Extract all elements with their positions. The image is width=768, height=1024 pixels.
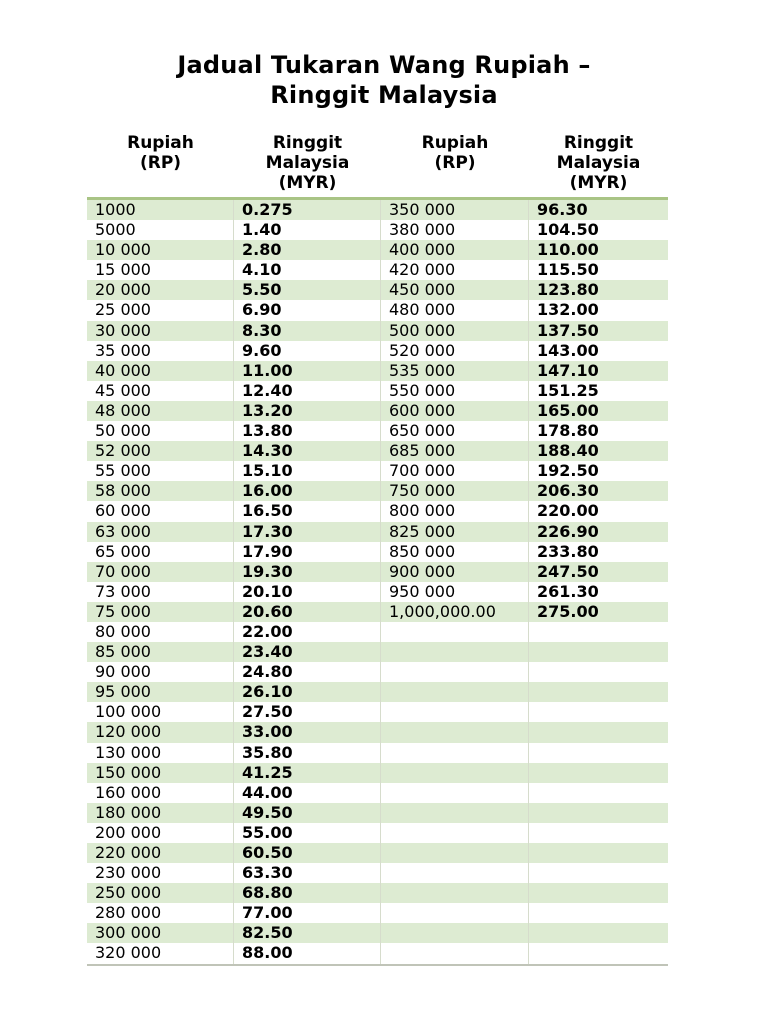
rupiah-cell: 100 000 — [87, 702, 234, 722]
myr-cell — [529, 903, 668, 923]
rupiah-cell: 48 000 — [87, 401, 234, 421]
rupiah-cell: 55 000 — [87, 461, 234, 481]
myr-cell: 60.50 — [234, 843, 381, 863]
myr-cell: 16.50 — [234, 501, 381, 521]
myr-cell: 22.00 — [234, 622, 381, 642]
myr-cell: 192.50 — [537, 461, 599, 481]
myr-cell: 188.40 — [537, 441, 599, 461]
myr-cell: 17.90 — [234, 542, 381, 562]
table-row — [87, 461, 668, 481]
myr-cell: 24.80 — [234, 662, 381, 682]
myr-cell: 6.90 — [234, 300, 381, 320]
myr-cell: 4.10 — [234, 260, 381, 280]
myr-cell — [529, 682, 668, 702]
myr-cell: 115.50 — [537, 260, 599, 280]
rupiah-cell — [381, 823, 529, 843]
rupiah-cell: 70 000 — [87, 562, 234, 582]
myr-cell: 104.50 — [537, 220, 599, 240]
rupiah-cell: 73 000 — [87, 582, 234, 602]
table-row — [87, 421, 668, 441]
myr-cell — [529, 943, 668, 963]
myr-cell: 19.30 — [234, 562, 381, 582]
rupiah-cell — [381, 662, 529, 682]
table-row — [87, 300, 668, 320]
column-header-rupiah-right — [381, 133, 529, 193]
rupiah-cell: 420 000 — [381, 260, 529, 280]
rupiah-cell: 10 000 — [87, 240, 234, 260]
myr-cell — [529, 923, 668, 943]
myr-cell — [529, 823, 668, 843]
myr-cell: 0.275 — [234, 200, 381, 220]
myr-cell — [529, 843, 668, 863]
rupiah-cell: 90 000 — [87, 662, 234, 682]
myr-cell: 82.50 — [234, 923, 381, 943]
myr-cell: 123.80 — [537, 280, 599, 300]
myr-cell — [529, 763, 668, 783]
rupiah-cell — [381, 803, 529, 823]
myr-cell: 20.10 — [234, 582, 381, 602]
rupiah-cell — [381, 783, 529, 803]
rupiah-cell: 700 000 — [381, 461, 529, 481]
myr-cell — [529, 883, 668, 903]
myr-cell: 55.00 — [234, 823, 381, 843]
rupiah-cell: 600 000 — [381, 401, 529, 421]
rupiah-cell: 850 000 — [381, 542, 529, 562]
rupiah-cell: 200 000 — [87, 823, 234, 843]
rupiah-cell: 350 000 — [381, 200, 529, 220]
rupiah-cell: 35 000 — [87, 341, 234, 361]
rupiah-cell: 220 000 — [87, 843, 234, 863]
table-row — [87, 501, 668, 521]
table-row — [87, 743, 668, 763]
myr-cell: 9.60 — [234, 341, 381, 361]
column-header-myr-right — [529, 133, 668, 193]
rupiah-cell: 230 000 — [87, 863, 234, 883]
table-row — [87, 923, 668, 943]
table-row — [87, 361, 668, 381]
rupiah-cell: 95 000 — [87, 682, 234, 702]
table-row — [87, 943, 668, 963]
rupiah-cell: 800 000 — [381, 501, 529, 521]
rupiah-cell: 120 000 — [87, 722, 234, 742]
rupiah-cell — [381, 863, 529, 883]
myr-cell: 220.00 — [537, 501, 599, 521]
myr-cell: 1.40 — [234, 220, 381, 240]
myr-cell: 233.80 — [537, 541, 599, 561]
myr-cell: 49.50 — [234, 803, 381, 823]
table-row — [87, 481, 668, 501]
rupiah-cell: 900 000 — [381, 562, 529, 582]
myr-cell — [529, 702, 668, 722]
myr-cell: 2.80 — [234, 240, 381, 260]
myr-cell: 13.80 — [234, 421, 381, 441]
myr-cell — [529, 783, 668, 803]
column-header-label: Ringgit Malaysia (MYR) — [265, 133, 350, 193]
myr-cell: 41.25 — [234, 763, 381, 783]
rupiah-cell: 550 000 — [381, 381, 529, 401]
rupiah-cell: 400 000 — [381, 240, 529, 260]
rupiah-cell: 650 000 — [381, 421, 529, 441]
myr-cell: 151.25 — [537, 380, 599, 400]
myr-cell — [529, 722, 668, 742]
myr-cell: 247.50 — [537, 561, 599, 581]
column-header-myr-left — [234, 133, 381, 193]
table-row — [87, 602, 668, 622]
rupiah-cell: 380 000 — [381, 220, 529, 240]
myr-cell: 88.00 — [234, 943, 381, 963]
table-row — [87, 622, 668, 642]
table-row — [87, 200, 668, 220]
myr-cell: 63.30 — [234, 863, 381, 883]
myr-cell: 226.90 — [537, 521, 599, 541]
table-row — [87, 441, 668, 461]
rupiah-cell: 20 000 — [87, 280, 234, 300]
myr-cell: 20.60 — [234, 602, 381, 622]
myr-cell: 5.50 — [234, 280, 381, 300]
table-row — [87, 542, 668, 562]
myr-cell — [529, 743, 668, 763]
myr-cell: 13.20 — [234, 401, 381, 421]
table-row — [87, 240, 668, 260]
rupiah-cell — [381, 843, 529, 863]
myr-cell — [529, 662, 668, 682]
myr-cell: 137.50 — [537, 320, 599, 340]
myr-cell — [529, 863, 668, 883]
rupiah-cell: 85 000 — [87, 642, 234, 662]
rupiah-cell: 300 000 — [87, 923, 234, 943]
table-row — [87, 702, 668, 722]
rupiah-cell: 685 000 — [381, 441, 529, 461]
rupiah-cell: 30 000 — [87, 321, 234, 341]
myr-cell: 26.10 — [234, 682, 381, 702]
table-row — [87, 682, 668, 702]
table-row — [87, 260, 668, 280]
table-row — [87, 823, 668, 843]
table-row — [87, 783, 668, 803]
myr-cell: 14.30 — [234, 441, 381, 461]
table-row — [87, 843, 668, 863]
rupiah-cell: 250 000 — [87, 883, 234, 903]
rupiah-cell: 1000 — [87, 200, 234, 220]
rupiah-cell: 25 000 — [87, 300, 234, 320]
table-row — [87, 381, 668, 401]
table-row — [87, 903, 668, 923]
myr-cell: 96.30 — [537, 200, 588, 219]
page-title: Jadual Tukaran Wang Rupiah – Ringgit Malaysia — [177, 51, 591, 109]
exchange-table-body — [87, 197, 668, 966]
table-row — [87, 401, 668, 421]
rupiah-cell: 45 000 — [87, 381, 234, 401]
rupiah-cell — [381, 702, 529, 722]
myr-cell: 23.40 — [234, 642, 381, 662]
myr-cell: 206.30 — [537, 481, 599, 501]
column-header-label: Rupiah (RP) — [421, 133, 489, 173]
myr-cell: 44.00 — [234, 783, 381, 803]
myr-cell: 77.00 — [234, 903, 381, 923]
table-row — [87, 582, 668, 602]
rupiah-cell: 320 000 — [87, 943, 234, 963]
rupiah-cell: 450 000 — [381, 280, 529, 300]
table-row — [87, 662, 668, 682]
myr-cell: 110.00 — [537, 240, 599, 260]
table-row — [87, 722, 668, 742]
rupiah-cell: 825 000 — [381, 522, 529, 542]
rupiah-cell: 500 000 — [381, 321, 529, 341]
table-row — [87, 341, 668, 361]
column-header-label: Ringgit Malaysia (MYR) — [556, 133, 641, 193]
myr-cell: 261.30 — [537, 581, 599, 601]
myr-cell: 35.80 — [234, 743, 381, 763]
table-header-row — [87, 133, 668, 193]
myr-cell: 16.00 — [234, 481, 381, 501]
rupiah-cell: 520 000 — [381, 341, 529, 361]
rupiah-cell: 1,000,000.00 — [381, 602, 529, 622]
table-row — [87, 220, 668, 240]
myr-cell: 178.80 — [537, 421, 599, 441]
rupiah-cell — [381, 943, 529, 963]
myr-cell: 33.00 — [234, 722, 381, 742]
table-row — [87, 763, 668, 783]
rupiah-cell: 60 000 — [87, 501, 234, 521]
rupiah-cell: 65 000 — [87, 542, 234, 562]
rupiah-cell — [381, 923, 529, 943]
myr-cell — [529, 803, 668, 823]
table-row — [87, 883, 668, 903]
rupiah-cell: 480 000 — [381, 300, 529, 320]
rupiah-cell: 150 000 — [87, 763, 234, 783]
myr-cell: 143.00 — [537, 340, 599, 360]
rupiah-cell: 950 000 — [381, 582, 529, 602]
myr-cell: 8.30 — [234, 321, 381, 341]
table-row — [87, 863, 668, 883]
myr-cell: 17.30 — [234, 522, 381, 542]
table-row — [87, 522, 668, 542]
rupiah-cell — [381, 642, 529, 662]
myr-cell: 275.00 — [537, 601, 599, 621]
rupiah-cell — [381, 622, 529, 642]
myr-cell: 15.10 — [234, 461, 381, 481]
rupiah-cell: 5000 — [87, 220, 234, 240]
rupiah-cell: 160 000 — [87, 783, 234, 803]
rupiah-cell: 50 000 — [87, 421, 234, 441]
rupiah-cell — [381, 722, 529, 742]
rupiah-cell — [381, 682, 529, 702]
rupiah-cell: 15 000 — [87, 260, 234, 280]
myr-cell — [529, 642, 668, 662]
myr-cell — [529, 622, 668, 642]
myr-cell: 12.40 — [234, 381, 381, 401]
rupiah-cell: 180 000 — [87, 803, 234, 823]
table-row — [87, 803, 668, 823]
myr-cell: 27.50 — [234, 702, 381, 722]
rupiah-cell: 80 000 — [87, 622, 234, 642]
rupiah-cell: 40 000 — [87, 361, 234, 381]
rupiah-cell: 750 000 — [381, 481, 529, 501]
rupiah-cell: 52 000 — [87, 441, 234, 461]
column-header-label: Rupiah (RP) — [127, 133, 194, 173]
rupiah-cell: 63 000 — [87, 522, 234, 542]
table-row — [87, 321, 668, 341]
myr-cell: 147.10 — [537, 360, 599, 380]
myr-cell: 68.80 — [234, 883, 381, 903]
myr-cell: 132.00 — [537, 300, 599, 320]
rupiah-cell — [381, 763, 529, 783]
myr-cell: 11.00 — [234, 361, 381, 381]
rupiah-cell — [381, 883, 529, 903]
rupiah-cell — [381, 903, 529, 923]
myr-cell: 165.00 — [537, 400, 599, 420]
table-row — [87, 642, 668, 662]
column-header-rupiah-left — [87, 133, 234, 193]
rupiah-cell: 58 000 — [87, 481, 234, 501]
rupiah-cell — [381, 743, 529, 763]
rupiah-cell: 130 000 — [87, 743, 234, 763]
table-row — [87, 280, 668, 300]
rupiah-cell: 75 000 — [87, 602, 234, 622]
rupiah-cell: 280 000 — [87, 903, 234, 923]
rupiah-cell: 535 000 — [381, 361, 529, 381]
table-row — [87, 562, 668, 582]
